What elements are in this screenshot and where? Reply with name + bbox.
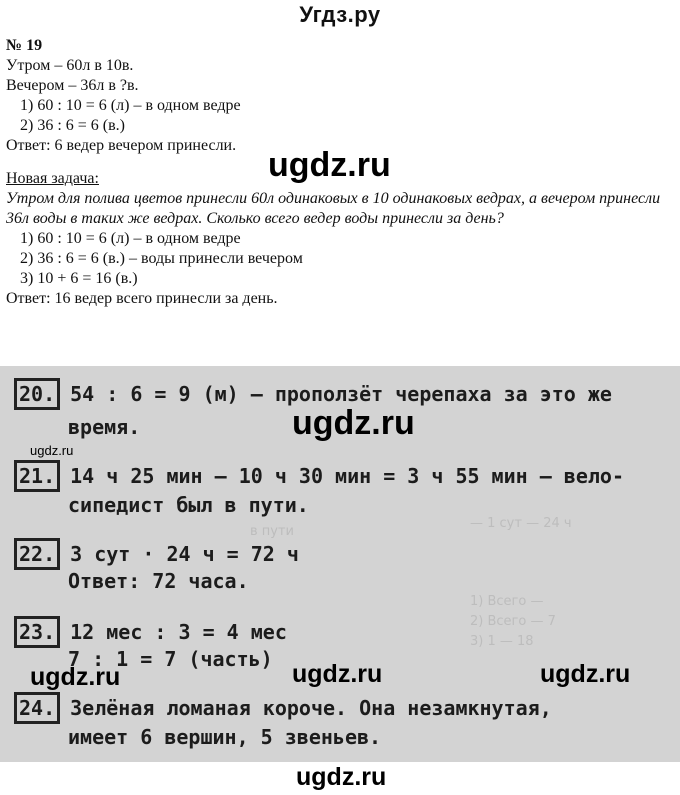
watermark: ugdz.ru xyxy=(540,660,631,688)
watermark: ugdz.ru xyxy=(292,660,383,688)
task-21-line-1: 14 ч 25 мин – 10 ч 30 мин = 3 ч 55 мин — вело- xyxy=(70,464,625,488)
task-23-line-2: 7 : 1 = 7 (часть) xyxy=(68,647,273,671)
watermark: ugdz.ru xyxy=(296,763,387,791)
task-21-line-2: сипедист был в пути. xyxy=(68,493,309,517)
task-number: № 19 xyxy=(6,37,43,54)
task-22-line-1: 3 сут · 24 ч = 72 ч xyxy=(70,542,299,566)
task-24-number: 24. xyxy=(14,692,60,724)
task-21 xyxy=(14,460,624,492)
new-step-2: 2) 36 : 6 = 6 (в.) – воды принесли вечером xyxy=(20,250,303,267)
watermark: ugdz.ru xyxy=(268,146,391,184)
watermark: ugdz.ru xyxy=(30,443,74,458)
solution-step-1: 1) 60 : 10 = 6 (л) – в одном ведре xyxy=(20,97,241,114)
task-24-line-1: Зелёная ломаная короче. Она незамкнутая, xyxy=(70,696,552,720)
task-23-line-1: 12 мес : 3 = 4 мес xyxy=(70,620,287,644)
task-20-number: 20. xyxy=(14,378,60,410)
new-task-label: Новая задача: xyxy=(6,170,99,187)
new-task-text: Утром для полива цветов принесли 60л одинаковых в 10 одинаковых ведрах, а вечером принесли 36л воды в таких же ведрах. Сколько всего ведер воды принесли за день? xyxy=(6,190,661,227)
watermark: ugdz.ru xyxy=(30,663,121,691)
new-step-3: 3) 10 + 6 = 16 (в.) xyxy=(20,270,138,287)
answer-2: Ответ: 16 ведер всего принесли за день. xyxy=(6,290,278,307)
new-step-1: 1) 60 : 10 = 6 (л) – в одном ведре xyxy=(20,230,241,247)
task-22-line-2: Ответ: 72 часа. xyxy=(68,569,249,593)
condition-line-2: Вечером – 36л в ?в. xyxy=(6,77,139,94)
task-20-line-1: 54 : 6 = 9 (м) — проползёт черепаха за это же xyxy=(70,382,612,406)
task-24-line-2: имеет 6 вершин, 5 звеньев. xyxy=(68,725,382,749)
solution-step-2: 2) 36 : 6 = 6 (в.) xyxy=(20,117,126,134)
condition-line-1: Утром – 60л в 10в. xyxy=(6,57,134,74)
task-24 xyxy=(14,692,552,724)
watermark: ugdz.ru xyxy=(292,404,415,442)
task-23-number: 23. xyxy=(14,616,60,648)
scanned-textbook-answers: — 1 сут — 24 ч в пути 1) Всего — 2) Всего — 7 3) 1 — 18 20. 54 : 6 = 9 (м) — проползёт черепаха за это же время. 21. 14 ч 25 мин – 10 ч 30 мин = 3 ч 55 мин — вело- сипедист был в пути. 22. 3 сут · 24 ч = 72 ч Ответ: 72 часа. 23. 12 мес : 3 = 4 мес 7 : 1 = 7 (часть) 24. Зелёная ломаная короче. Она незамкнутая, имеет 6 вершин, 5 звеньев. xyxy=(0,366,680,762)
task-22-number: 22. xyxy=(14,538,60,570)
answer-1: Ответ: 6 ведер вечером принесли. xyxy=(6,137,237,154)
task-20-line-2: время. xyxy=(68,415,141,439)
task-21-number: 21. xyxy=(14,460,60,492)
site-title: Угдз.ру xyxy=(299,2,381,27)
